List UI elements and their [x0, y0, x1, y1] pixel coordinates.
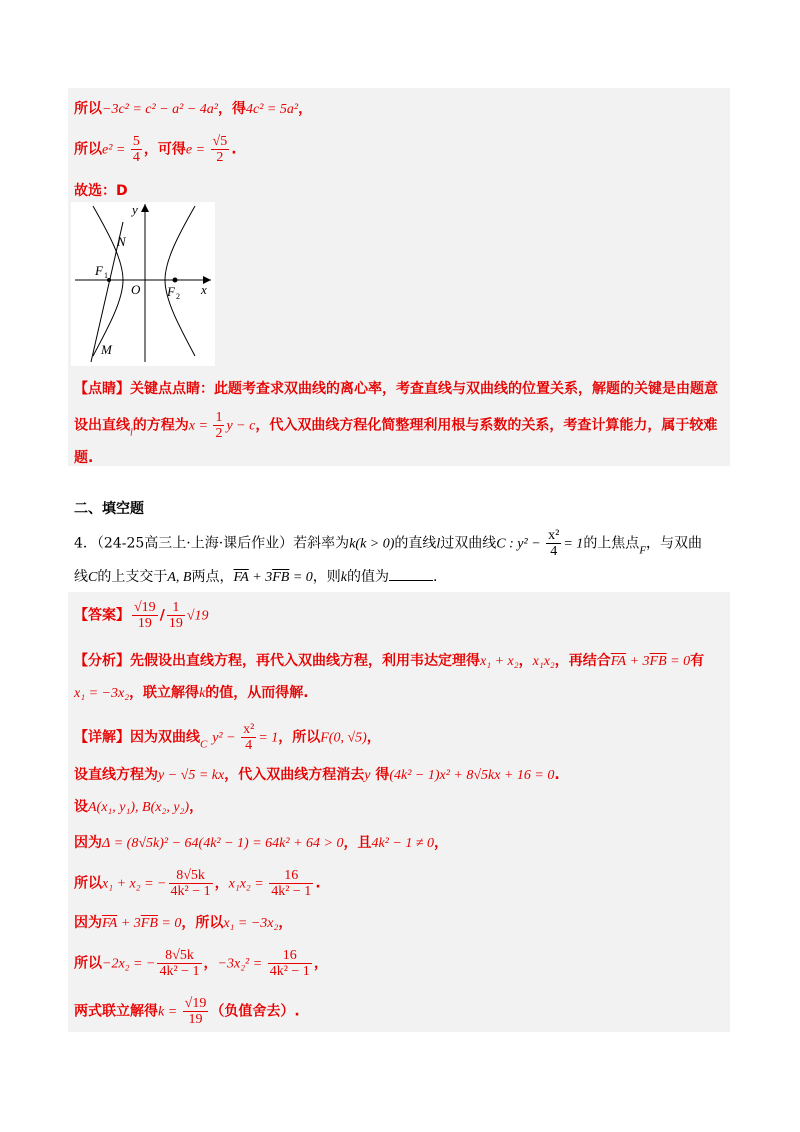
label-F2-sub: 2 [176, 292, 180, 301]
answer-blank [389, 580, 433, 581]
detail-line-8: 两式联立解得k = $\frac{√19}{19}$ （负值舍去）. [74, 996, 300, 1027]
remark-line-1: 【点睛】关键点点睛：此题考查求双曲线的离心率，考查直线与双曲线的位置关系，解题的关键是由题意 [74, 381, 718, 397]
label-N: N [117, 234, 126, 249]
detail-line-1: 【详解】因为双曲线$_C$ y² − $\frac{\text{x²}}{4}$ = 1，所以F(0, √5)， [74, 722, 381, 753]
analysis-line-2: x₁ = −3x₂，联立解得k的值，从而得解. [74, 685, 309, 701]
analysis-line-1: 【分析】先假设出直线方程，再代入双曲线方程，利用韦达定理得x₁ + x₂，x₁x₂，再结合$\overline{FA} + 3\overline{FB} = 0$有 [74, 653, 705, 669]
label-x: x [201, 282, 207, 297]
detail-line-2: 设直线方程为y − √5 = kx，代入双曲线方程消去y 得(4k² − 1)x² + 8√5kx + 16 = 0. [74, 767, 560, 783]
label-F1: F [95, 263, 103, 278]
section-title: 二、填空题 [74, 501, 144, 517]
point-F2 [173, 278, 178, 283]
label-y: y [132, 202, 138, 217]
label-O: O [131, 282, 141, 297]
hyperbola-figure [71, 202, 215, 366]
detail-line-5: 所以x₁ + x₂ = − $\frac{8√5k}{\text{4k² − 1}}$ ，x₁x₂ = $\frac{16}{\text{4k² − 1}}$ . [74, 868, 321, 899]
detail-line-3: 设A(x₁, y₁), B(x₂, y₂)， [74, 799, 204, 815]
question-line-1: 4．（24-25高三上·上海·课后作业）若斜率为k(k > 0)的直线l过双曲线C : y² − $\frac{\text{x²}}{4}$ = 1的上焦点$_F$，与双曲 [74, 528, 703, 559]
label-F1-sub: 1 [104, 271, 108, 280]
remark-line-2: 设出直线$_l$的方程为x = $\frac{1}{2}$ y − c，代入双曲线方程化简整理利用根与系数的关系，考查计算能力，属于较难 [74, 410, 718, 441]
detail-line-4: 因为Δ = (8√5k)² − 64(4k² − 1) = 64k² + 64 > 0，且4k² − 1 ≠ 0， [74, 835, 449, 851]
remark-line-3: 题. [74, 450, 94, 466]
solution-line-2: 所以e² = $\frac{5}{4}$ ，可得e = $\frac{√5}{2}$ . [74, 134, 237, 165]
detail-line-7: 所以−2x₂ = − $\frac{8√5k}{\text{4k² − 1}}$ ，−3x₂² = $\frac{16}{\text{4k² − 1}}$ ， [74, 948, 328, 979]
question-line-2: 线C的上支交于A, B两点，$\overline{FA} + 3\overline{FB} = 0$，则k的值为 . [74, 569, 438, 585]
label-M: M [101, 342, 112, 357]
solution-line-1: 所以−3c² = c² − a² − 4a²，得4c² = 5a²， [74, 101, 313, 117]
detail-line-6: 因为$\overline{FA} + 3\overline{FB} = 0$，所以x₁ = −3x₂， [74, 915, 293, 931]
label-F2: F [167, 284, 175, 299]
choice-line: 故选：D [74, 183, 128, 199]
answer-line: 【答案】 $\frac{√19}{19}$ / $\frac{1}{19}$ √19 [74, 600, 209, 631]
